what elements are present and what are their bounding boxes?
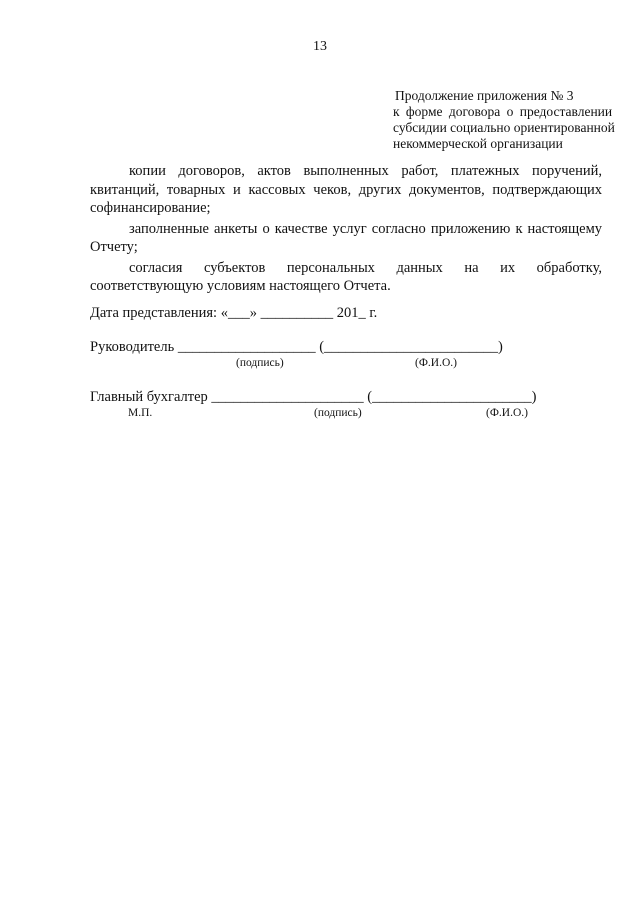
page-number: 13 — [313, 39, 327, 54]
submission-date-line: Дата представления: «___» __________ 201_ г. — [90, 305, 378, 321]
body-paragraph: заполненные анкеты о качестве услуг согласно приложению к настоящему Отчету; — [90, 220, 602, 255]
header-line: субсидии социально ориентированной — [393, 120, 615, 135]
header-line: к форме договора о предоставлении — [393, 104, 613, 119]
accountant-signature-line: Главный бухгалтер _____________________ (______________________) — [90, 389, 537, 405]
header-line: Продолжение приложения № 3 — [395, 88, 574, 103]
stamp-caption: М.П. — [128, 407, 153, 419]
director-signature-line: Руководитель ___________________ (________________________) — [90, 339, 503, 355]
header-line: некоммерческой организации — [393, 136, 563, 151]
accountant-name-caption: (Ф.И.О.) — [486, 407, 528, 419]
director-name-caption: (Ф.И.О.) — [415, 357, 457, 369]
director-sign-caption: (подпись) — [236, 357, 284, 369]
body-paragraph: копии договоров, актов выполненных работ, платежных поручений, квитанций, товарных и кассовых чеков, других документов, подтверждающих софинансирование; — [90, 163, 602, 216]
body-paragraph: согласия субъектов персональных данных на их обработку, соответствующую условиям настоящего Отчета. — [90, 259, 602, 294]
appendix-header — [393, 88, 613, 152]
document-body — [90, 162, 602, 298]
accountant-sign-caption: (подпись) — [314, 407, 362, 419]
